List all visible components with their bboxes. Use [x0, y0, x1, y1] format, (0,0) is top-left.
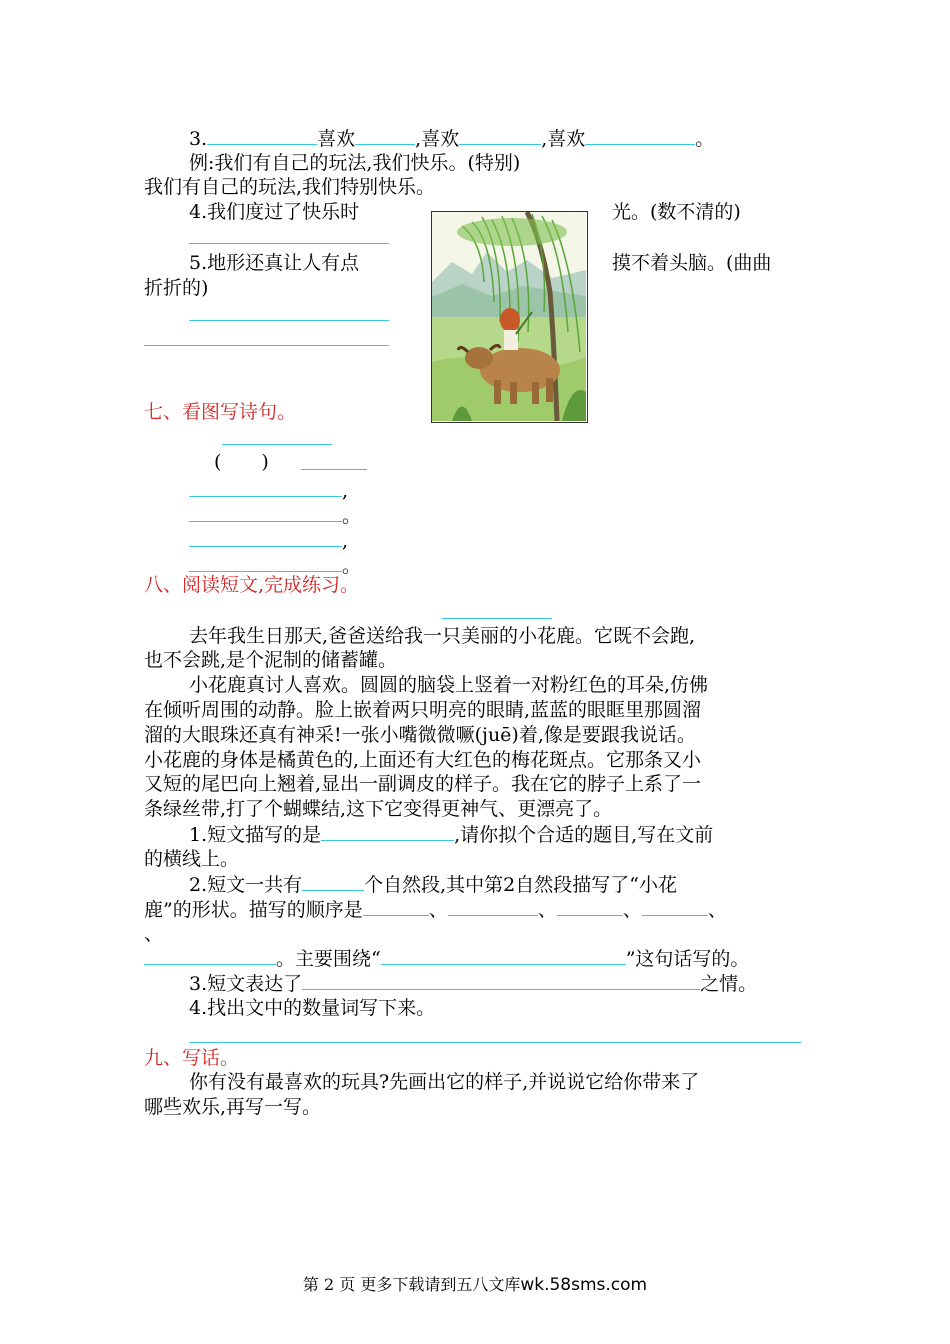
q6-line4: 4.我们度过了快乐时 [189, 201, 360, 223]
writing-prompt-l1: 你有没有最喜欢的玩具?先画出它的样子,并说说它给你带来了 [189, 1071, 700, 1093]
exercise-3: 3.短文表达了 之情。 [189, 973, 758, 995]
answer-blank[interactable] [448, 897, 538, 916]
answer-blank[interactable] [144, 345, 389, 346]
exercise-1-cont: 的横线上。 [144, 848, 240, 870]
exercise-2-cont: 。主要围绕“ ”这句话写的。 [144, 946, 749, 971]
answer-blank[interactable] [189, 503, 342, 522]
page-footer: 第 2 页 更多下载请到五八文库wk.58sms.com [302, 1275, 648, 1295]
answer-blank[interactable] [585, 126, 695, 145]
passage-p1-l2: 也不会跳,是个泥制的储蓄罐。 [144, 649, 398, 671]
poem-line-3: , [189, 528, 348, 553]
passage-p2-l3: 溜的大眼珠还真有神采!一张小嘴微微噘(juē)着,像是要跟我说话。 [144, 724, 696, 746]
poem-author-blank[interactable] [301, 469, 367, 470]
answer-blank[interactable] [189, 1042, 801, 1043]
illustration-image [432, 212, 586, 421]
answer-blank[interactable] [321, 822, 454, 841]
answer-blank[interactable] [144, 946, 276, 965]
section-8-heading: 八、阅读短文,完成练习。 [144, 574, 360, 596]
answer-blank[interactable] [381, 946, 626, 965]
answer-blank[interactable] [189, 320, 389, 321]
q6-line5-cont: 折折的) [144, 277, 209, 299]
section-9-heading: 九、写话。 [144, 1047, 240, 1069]
q6-line4-end: 光。(数不清的) [612, 201, 741, 223]
exercise-1: 1.短文描写的是 ,请你拟个合适的题目,写在文前 [189, 824, 714, 846]
answer-blank[interactable] [189, 478, 342, 497]
poem-author-paren: ( ) [214, 451, 269, 473]
poem-line-4: 。 [189, 553, 361, 578]
q6-line5-end: 摸不着头脑。(曲曲 [612, 252, 772, 274]
footer-site-link[interactable]: wk.58sms.com [520, 1275, 648, 1295]
answer-blank[interactable] [302, 971, 700, 990]
q6-line3: 3. 喜欢 ,喜欢 ,喜欢 。 [189, 128, 715, 150]
q6-example: 例:我们有自己的玩法,我们快乐。(特别) [189, 152, 521, 174]
essay-title-blank[interactable] [442, 618, 552, 619]
poem-line-2: 。 [189, 503, 361, 528]
answer-blank[interactable] [459, 126, 541, 145]
exercise-2-order: 鹿”的形状。描写的顺序是 、 、 、 、 [144, 899, 727, 921]
passage-p2-l5: 又短的尾巴向上翘着,显出一副调皮的样子。我在它的脖子上系了一 [144, 773, 702, 795]
passage-p2-l6: 条绿丝带,打了个蝴蝶结,这下它变得更神气、更漂亮了。 [144, 798, 613, 820]
passage-p1-l1: 去年我生日那天,爸爸送给我一只美丽的小花鹿。它既不会跑, [189, 625, 696, 647]
q6-example-answer: 我们有自己的玩法,我们特别快乐。 [144, 176, 436, 198]
writing-prompt-l2: 哪些欢乐,再写一写。 [144, 1096, 322, 1118]
exercise-2-sep: 、 [144, 923, 164, 945]
section-7-heading: 七、看图写诗句。 [144, 401, 297, 423]
answer-blank[interactable] [189, 528, 342, 547]
answer-blank[interactable] [302, 872, 364, 891]
answer-blank[interactable] [363, 897, 429, 916]
passage-p2-l4: 小花鹿的身体是橘黄色的,上面还有大红色的梅花斑点。它那条又小 [144, 749, 702, 771]
illustration-boy-on-buffalo [431, 211, 588, 423]
poem-title-blank[interactable] [222, 444, 332, 445]
exercise-2: 2.短文一共有 个自然段,其中第2自然段描写了“小花 [189, 874, 677, 896]
exercise-4: 4.找出文中的数量词写下来。 [189, 997, 436, 1019]
answer-blank[interactable] [189, 553, 342, 572]
poem-line-1: , [189, 478, 348, 503]
answer-blank[interactable] [355, 126, 415, 145]
answer-blank[interactable] [207, 126, 317, 145]
q6-line5: 5.地形还真让人有点 [189, 252, 360, 274]
answer-blank[interactable] [189, 243, 389, 244]
answer-blank[interactable] [642, 897, 708, 916]
passage-p2-l2: 在倾听周围的动静。脸上嵌着两只明亮的眼睛,蓝蓝的眼眶里那圆溜 [144, 699, 702, 721]
answer-blank[interactable] [557, 897, 623, 916]
passage-p2-l1: 小花鹿真讨人喜欢。圆圆的脑袋上竖着一对粉红色的耳朵,仿佛 [189, 674, 709, 696]
